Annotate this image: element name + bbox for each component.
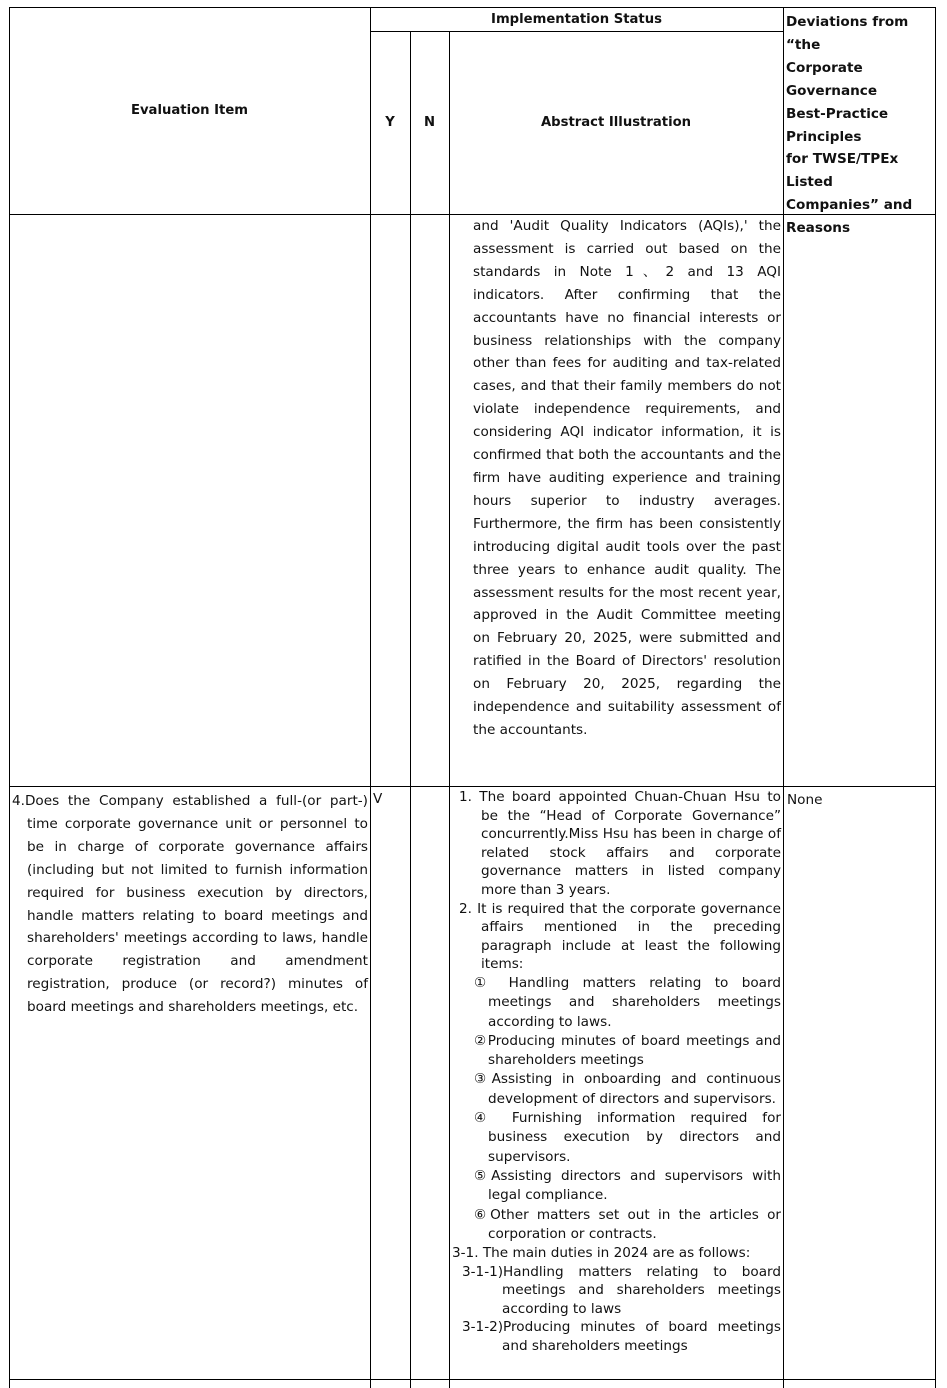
abstract-paragraph-1: 1. The board appointed Chuan-Chuan Hsu to be the “Head of Corporate Governance” concurrently.Miss Hsu has been in charge of related stock affairs and corporate governance matters in listed company more than 3 years. <box>459 789 781 898</box>
header-deviations-line: Corporate <box>786 59 863 76</box>
abstract-duty-2: 3-1-2)Producing minutes of board meetings and shareholders meetings <box>462 1319 781 1355</box>
abstract-subitem-3: ③Assisting in onboarding and continuous development of directors and supervisors. <box>474 1071 781 1107</box>
header-sub-divider <box>370 31 783 32</box>
col-divider-abstract <box>783 7 784 1388</box>
col-divider-y <box>410 31 411 1388</box>
col-divider-n <box>449 31 450 1388</box>
abstract-subitem-5: ⑤Assisting directors and supervisors with legal compliance. <box>474 1167 781 1204</box>
header-yes-label: Y <box>385 115 395 130</box>
header-deviations-line: for TWSE/TPEx Listed <box>786 151 899 191</box>
header-implementation-status <box>370 7 783 31</box>
table-border-bottom <box>9 1379 936 1380</box>
header-abstract-illustration-label: Abstract Illustration <box>540 115 692 130</box>
header-deviations-line: “the <box>786 36 821 53</box>
abstract-paragraph-2: 2. It is required that the corporate governance affairs mentioned in the preceding paragraph include at least the following items: <box>459 900 781 973</box>
abstract-subitem-2: ②Producing minutes of board meetings and shareholders meetings <box>474 1032 781 1069</box>
header-deviations-line: Best-Practice <box>786 105 889 122</box>
header-deviations <box>786 11 938 237</box>
row2-abstract-illustration <box>452 788 781 1356</box>
row1-abstract-illustration: and 'Audit Quality Indicators (AQIs),' the assessment is carried out based on the standards in Note 1、2 and 13 AQI indicators. After confirming that the accountants have no financial interests or business relationships with the company other than fees for auditing and tax-related cases, and that their family members do not violate independence requirements, and considering AQI indicator information, it is confirmed that both the accountants and the firm have auditing experience and training hours superior to industry averages. Furthermore, the firm has been consistently introducing digital audit tools over the past three years to enhance audit quality. The assessment results for the most recent year, approved in the Audit Committee meeting on February 20, 2025, were submitted and ratified in the Board of Directors' resolution on February 20, 2025, regarding the independence and suitability assessment of the accountants. <box>473 218 781 738</box>
row2-evaluation-item: 4.Does the Company established a full-(or part-) time corporate governance unit or personnel to be in charge of corporate governance affairs (including but not limited to furnish information required for business execution by directors, handle matters relating to board meetings and shareholders' meetings according to laws, handle corporate registration and amendment registration, produce (or record?) minutes of board meetings and shareholders meetings, etc. <box>12 793 368 1016</box>
header-abstract-illustration <box>449 31 783 214</box>
row2-deviations: None <box>787 792 823 808</box>
table-border-right <box>935 7 936 1388</box>
header-implementation-status-label: Implementation Status <box>491 11 662 27</box>
table-row <box>9 786 935 1379</box>
header-deviations-line: Reasons <box>786 220 851 237</box>
abstract-subitem-4: ④ Furnishing information required for business execution by directors and supervisors. <box>474 1110 781 1165</box>
abstract-paragraph-3: 3-1. The main duties in 2024 are as follows: <box>452 1245 751 1262</box>
row1-evaluation-item <box>9 214 370 786</box>
table-border-left <box>9 7 10 1388</box>
table-border-top <box>9 7 936 8</box>
header-no <box>410 31 449 214</box>
abstract-subitem-6: ⑥Other matters set out in the articles or corporation or contracts. <box>474 1206 781 1242</box>
header-deviations-line: Companies” and <box>786 197 913 214</box>
row2-yes: V <box>373 791 383 807</box>
header-evaluation-item-label: Evaluation Item <box>130 103 249 118</box>
row-divider <box>9 786 936 787</box>
abstract-duty-1: 3-1-1)Handling matters relating to board meetings and shareholders meetings according to laws <box>462 1263 781 1317</box>
header-deviations-line: Deviations from <box>786 14 909 30</box>
table-row <box>9 214 935 786</box>
header-deviations-line: Principles <box>786 128 862 145</box>
header-yes <box>370 31 410 214</box>
header-evaluation-item <box>9 7 370 214</box>
header-no-label: N <box>423 115 436 130</box>
abstract-subitem-1: ① Handling matters relating to board meetings and shareholders meetings according to laws. <box>474 974 781 1030</box>
header-deviations-line: Governance <box>786 82 878 99</box>
col-divider-eval <box>370 7 371 1388</box>
header-bottom-border <box>9 214 936 215</box>
